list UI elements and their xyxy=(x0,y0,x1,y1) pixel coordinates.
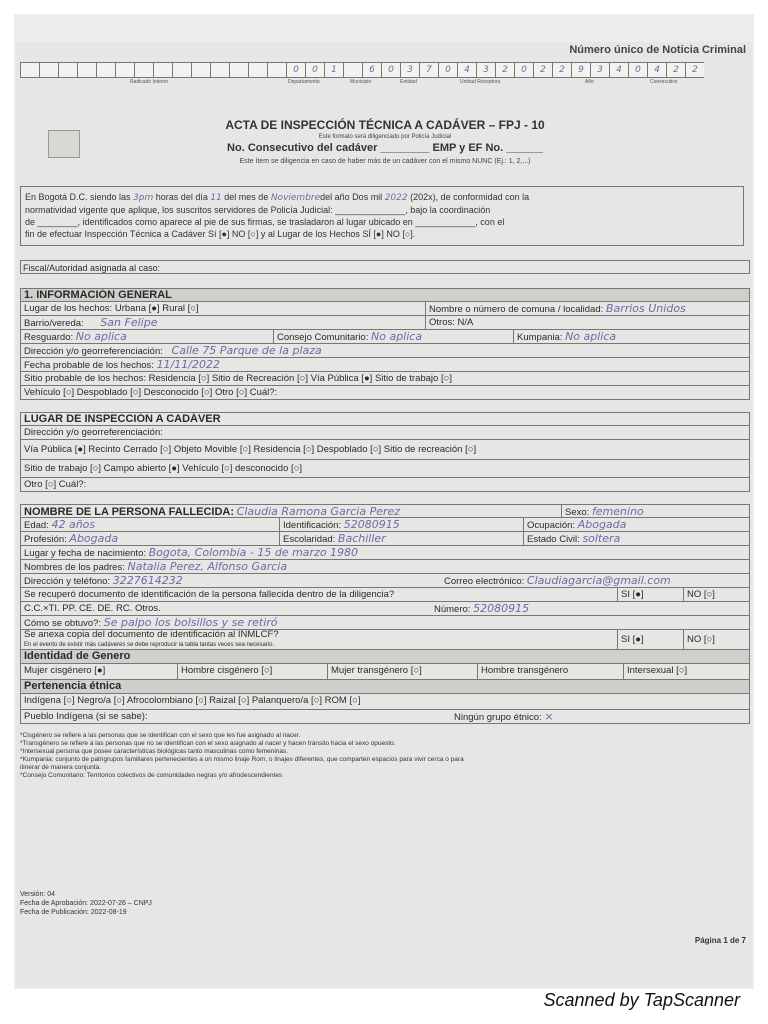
otros-field[interactable]: Otros: N/A xyxy=(429,317,474,328)
dir-tel-label: Dirección y teléfono: xyxy=(24,576,111,587)
intro-mes[interactable]: Noviembre xyxy=(270,193,321,203)
nombre-label: NOMBRE DE LA PERSONA FALLECIDA: xyxy=(24,506,235,518)
row-padres xyxy=(20,560,750,574)
intro-paragraph xyxy=(20,186,744,246)
fecha-label: Fecha probable de los hechos: xyxy=(24,360,154,371)
correo-label: Correo electrónico: xyxy=(444,576,525,587)
padres-value[interactable]: Natalia Perez, Alfonso Garcia xyxy=(127,560,288,573)
scanner-watermark: Scanned by TapScanner xyxy=(543,990,740,1010)
consejo-value[interactable]: No aplica xyxy=(371,330,423,343)
section-genero-title: Identidad de Genero xyxy=(24,650,131,662)
ident-label: Identificación: xyxy=(283,520,342,531)
edad-value[interactable]: 42 años xyxy=(51,518,96,531)
intro-text: del mes de xyxy=(221,192,271,202)
row-resguardo xyxy=(20,330,750,344)
row-direccion-telefono xyxy=(20,574,750,588)
row-lugar-via[interactable]: Vía Pública [●] Recinto Cerrado [○] Objeto Movible [○] Residencia [○] Despoblado [○] Sitio de recreación [○] xyxy=(20,440,750,460)
nuc-digit-box[interactable]: 4 xyxy=(647,62,666,78)
label-entidad: Entidad xyxy=(400,79,417,85)
nuc-boxes xyxy=(20,62,704,78)
kumpania-cell xyxy=(513,330,750,343)
nuc-digit-box[interactable] xyxy=(267,62,286,78)
correo-cell xyxy=(441,574,750,587)
intro-dia[interactable]: 11 xyxy=(210,193,222,203)
ninguno-cell xyxy=(451,710,750,723)
civil-cell xyxy=(523,532,750,545)
form-subtitle: Este formato será diligenciado por Policía Judicial xyxy=(318,134,452,140)
profesion-label: Profesión: xyxy=(24,534,67,545)
genero-opt-0[interactable]: Mujer cisgénero [●] xyxy=(24,665,106,676)
numero-label: Número: xyxy=(434,604,471,615)
barrio-label: Barrio/vereda: xyxy=(24,318,84,329)
consejo-cell xyxy=(273,330,513,343)
row-vehiculo[interactable]: Vehículo [○] Despoblado [○] Desconocido [○] Otro [○] Cuál?: xyxy=(20,386,750,400)
obtuvo-label: Cómo se obtuvo?: xyxy=(24,618,102,629)
anexa-no[interactable]: NO [○] xyxy=(683,630,750,649)
fecha-publicacion: Fecha de Publicación: 2022-08-19 xyxy=(20,909,127,916)
anexa-si[interactable]: SI [●] xyxy=(617,630,683,649)
kumpania-value[interactable]: No aplica xyxy=(565,330,617,343)
kumpania-label: Kumpania: xyxy=(517,332,563,343)
dir-tel-value[interactable]: 3227614232 xyxy=(112,574,183,587)
row-anexa xyxy=(20,630,750,650)
nuc-digit-box[interactable] xyxy=(172,62,191,78)
otros-cell xyxy=(425,316,750,329)
direccion-label: Dirección y/o georreferenciación: xyxy=(24,346,163,357)
intro-hora[interactable]: 3pm xyxy=(133,193,154,203)
escolaridad-cell xyxy=(279,532,523,545)
footnote: *Consejo Comunitario: Territorios colectivos de comunidades negras y/o afrodescendientes xyxy=(20,772,283,779)
recupero-question: Se recuperó documento de identificación de la persona fallecida dentro de la diligencia? xyxy=(24,589,395,600)
consecutivo-line: No. Consecutivo del cadáver ________ EMP y EF No. ______ xyxy=(227,142,543,154)
version: Versión: 04 xyxy=(20,891,56,898)
nuc-digit-box[interactable]: 4 xyxy=(609,62,628,78)
nuc-digit-box[interactable]: 0 xyxy=(286,62,305,78)
nuc-digit-box[interactable] xyxy=(153,62,172,78)
row-lugar-hechos xyxy=(20,302,750,316)
comuna-cell xyxy=(425,302,750,315)
pueblo-label[interactable]: Pueblo Indígena (si se sabe): xyxy=(24,711,148,722)
nuc-digit-box[interactable]: 2 xyxy=(533,62,552,78)
anexa-question: Se anexa copia del documento de identificación al INMLCF? xyxy=(24,630,279,640)
intro-line4: fin de efectuar Inspección Técnica a Cadáver Sí [●] NO [○] y al Lugar de los Hechos SÍ [●] NO [○]. xyxy=(25,229,416,239)
nuc-digit-box[interactable] xyxy=(58,62,77,78)
footnote: *Transgénero se refiere a las personas que no se identifican con el sexo asignado al nacer y hacen tránsito hacia el sexo opuesto. xyxy=(20,740,396,747)
footnote: *Cisgénero se refiere a las personas que se identifican con el sexo que les fue asignado al nacer. xyxy=(20,732,301,739)
nuc-digit-box[interactable]: 0 xyxy=(438,62,457,78)
nuc-digit-box[interactable]: 0 xyxy=(381,62,400,78)
obtuvo-value[interactable]: Se palpo los bolsillos y se retiró xyxy=(103,616,278,629)
intro-text: del año Dos mil xyxy=(320,192,385,202)
version-info xyxy=(20,890,152,917)
recupero-si[interactable]: SI [●] xyxy=(617,588,683,601)
nuc-digit-box[interactable]: 3 xyxy=(400,62,419,78)
barrio-value[interactable]: San Felipe xyxy=(100,316,158,329)
label-municipio: Municipio xyxy=(350,79,372,85)
row-direccion xyxy=(20,344,750,358)
section-general-header xyxy=(20,288,750,302)
row-pueblo xyxy=(20,710,750,724)
fecha-aprobacion: Fecha de Aprobación: 2022-07-26 – CNPJ xyxy=(20,900,152,907)
nuc-digit-box[interactable]: 2 xyxy=(666,62,685,78)
nacimiento-label: Lugar y fecha de nacimiento: xyxy=(24,548,146,559)
row-recupero xyxy=(20,588,750,602)
nuc-digit-box[interactable] xyxy=(248,62,267,78)
comuna-label: Nombre o número de comuna / localidad: xyxy=(429,304,604,315)
nuc-header xyxy=(20,42,750,86)
row-fecha xyxy=(20,358,750,372)
footnote: *Kumpania: conjunto de patrigrupos familiares pertenecientes a un mismo linaje Rom, o linajes diferentes, que comparten espacios para vivir cerca o para xyxy=(20,756,464,763)
numero-cell xyxy=(431,602,750,615)
section-general-title: 1. INFORMACIÓN GENERAL xyxy=(24,289,172,301)
row-tipos-doc xyxy=(20,602,750,616)
edad-label: Edad: xyxy=(24,520,49,531)
genero-opt-1[interactable]: Hombre cisgénero [○] xyxy=(177,664,327,679)
footnotes xyxy=(20,732,750,780)
civil-label: Estado Civil: xyxy=(527,534,580,545)
escolaridad-label: Escolaridad: xyxy=(283,534,336,545)
profesion-value[interactable]: Abogada xyxy=(69,532,119,545)
sexo-label: Sexo: xyxy=(565,507,590,518)
ocupacion-cell xyxy=(523,518,750,531)
title-block xyxy=(20,114,750,174)
section-etnia-title: Pertenencia étnica xyxy=(24,680,122,692)
civil-value[interactable]: soltera xyxy=(582,532,621,545)
intro-line2: normatividad vigente que aplique, los suscritos servidores de Policía Judicial: ______________, bajo la coordinación xyxy=(25,205,491,215)
nuc-digit-box[interactable]: 9 xyxy=(571,62,590,78)
nuc-digit-box[interactable]: 6 xyxy=(362,62,381,78)
nuc-digit-box[interactable] xyxy=(134,62,153,78)
row-barrio xyxy=(20,316,750,330)
genero-opt-4[interactable]: Intersexual [○] xyxy=(623,664,750,679)
nuc-digit-box[interactable]: 0 xyxy=(305,62,324,78)
genero-opt-2[interactable]: Mujer transgénero [○] xyxy=(327,664,477,679)
row-lugar-sitio[interactable]: Sitio de trabajo [○] Campo abierto [●] Vehículo [○] desconocido [○] xyxy=(20,460,750,478)
section-lugar-title: LUGAR DE INSPECCIÓN A CADÁVER xyxy=(24,413,221,425)
consejo-label: Consejo Comunitario: xyxy=(277,332,369,343)
section-lugar-header xyxy=(20,412,750,426)
nuc-digit-box[interactable]: 2 xyxy=(495,62,514,78)
ident-value[interactable]: 52080915 xyxy=(343,518,400,531)
nuc-digit-box[interactable] xyxy=(210,62,229,78)
nuc-digit-box[interactable]: 2 xyxy=(552,62,571,78)
direccion-value[interactable]: Calle 75 Parque de la plaza xyxy=(171,344,322,357)
fecha-value[interactable]: 11/11/2022 xyxy=(156,358,220,371)
nuc-digit-box[interactable] xyxy=(343,62,362,78)
nuc-digit-box[interactable]: 2 xyxy=(685,62,704,78)
label-radicado: Radicado Interno xyxy=(130,79,169,85)
nuc-digit-box[interactable] xyxy=(77,62,96,78)
tipos-doc[interactable]: C.C.×TI. PP. CE. DE. RC. Otros. xyxy=(24,603,161,614)
nombre-value[interactable]: Claudia Ramona Garcia Perez xyxy=(236,505,401,518)
lugar-hechos[interactable]: Lugar de los hechos: Urbana [●] Rural [○] xyxy=(24,303,199,314)
ocupacion-label: Ocupación: xyxy=(527,520,576,531)
sexo-value[interactable]: femenino xyxy=(591,505,644,518)
nuc-digit-box[interactable] xyxy=(115,62,134,78)
resguardo-label: Resguardo: xyxy=(24,332,74,343)
footnote: itinerar de manera conjunta. xyxy=(20,764,101,771)
row-genero xyxy=(20,664,750,680)
row-sitio[interactable]: Sitio probable de los hechos: Residencia [○] Sitio de Recreación [○] Vía Pública [●] Sitio de trabajo [○] xyxy=(20,372,750,386)
row-lugar-otro[interactable]: Otro [○] Cuál?: xyxy=(20,478,750,492)
scanned-page xyxy=(14,14,754,989)
label-ano: Año xyxy=(585,79,594,85)
nuc-digit-box[interactable]: 3 xyxy=(476,62,495,78)
nuc-digit-box[interactable] xyxy=(191,62,210,78)
row-nombre xyxy=(20,504,750,518)
sexo-cell xyxy=(561,505,750,517)
form-title: ACTA DE INSPECCIÓN TÉCNICA A CADÁVER – FPJ - 10 xyxy=(225,118,545,132)
intro-text: (202x), de conformidad con la xyxy=(407,192,530,202)
nacimiento-value[interactable]: Bogota, Colombia - 15 de marzo 1980 xyxy=(148,546,359,559)
ocupacion-value[interactable]: Abogada xyxy=(577,518,627,531)
label-departamento: Departamento xyxy=(288,79,320,85)
intro-line3: de ________, identificados como aparece al pie de sus firmas, se trasladaron al lugar ubicado en ____________, con el xyxy=(25,217,505,227)
page-number: Página 1 de 7 xyxy=(694,936,746,945)
intro-text: horas del día xyxy=(155,192,211,202)
ident-cell xyxy=(279,518,523,531)
label-unidad: Unidad Receptora xyxy=(460,79,501,85)
nuc-digit-box[interactable]: 1 xyxy=(324,62,343,78)
genero-opt-3[interactable]: Hombre transgénero xyxy=(477,664,623,679)
anexa-note: En el evento de existir más cadáveres se debe reproducir la tabla tantas veces sea necesario. xyxy=(24,642,275,648)
ninguno-mark[interactable]: × xyxy=(544,710,554,723)
fiscal-field[interactable]: Fiscal/Autoridad asignada al caso: xyxy=(20,260,750,274)
row-profesion xyxy=(20,532,750,546)
row-edad xyxy=(20,518,750,532)
comuna-value[interactable]: Barrios Unidos xyxy=(605,302,686,315)
correo-value[interactable]: Claudiagarcia@gmail.com xyxy=(526,574,671,587)
recupero-no[interactable]: NO [○] xyxy=(683,588,750,601)
nuc-digit-box[interactable]: 7 xyxy=(419,62,438,78)
nuc-digit-box[interactable] xyxy=(20,62,39,78)
nuc-digit-box[interactable]: 4 xyxy=(457,62,476,78)
intro-text: En Bogotá D.C. siendo las xyxy=(25,192,134,202)
row-nacimiento xyxy=(20,546,750,560)
resguardo-value[interactable]: No aplica xyxy=(75,330,127,343)
nuc-digit-box[interactable] xyxy=(229,62,248,78)
row-etnia[interactable]: Indígena [○] Negro/a [○] Afrocolombiano [○] Raizal [○] Palanquero/a [○] ROM [○] xyxy=(20,694,750,710)
ninguno-label: Ningún grupo étnico: xyxy=(454,712,542,723)
section-etnia-header xyxy=(20,680,750,694)
nuc-digit-box[interactable] xyxy=(96,62,115,78)
padres-label: Nombres de los padres: xyxy=(24,562,125,573)
nuc-title: Número único de Noticia Criminal xyxy=(569,44,746,56)
section-genero-header xyxy=(20,650,750,664)
row-lugar-direccion[interactable]: Dirección y/o georreferenciación: xyxy=(20,426,750,440)
consecutivo-note: Este ítem se diligencia en caso de haber más de un cadáver con el mismo NUNC (Ej.: 1, 2,...) xyxy=(239,158,531,165)
nuc-digit-box[interactable] xyxy=(39,62,58,78)
footnote: *Intersexual persona que posee características biológicas tanto masculinas como femeninas. xyxy=(20,748,289,755)
nuc-digit-box[interactable]: 3 xyxy=(590,62,609,78)
nuc-digit-box[interactable]: 0 xyxy=(514,62,533,78)
nuc-digit-box[interactable]: 0 xyxy=(628,62,647,78)
label-consecutivo: Consecutivo xyxy=(650,79,678,85)
numero-value[interactable]: 52080915 xyxy=(473,602,530,615)
row-obtuvo xyxy=(20,616,750,630)
escolaridad-value[interactable]: Bachiller xyxy=(337,532,386,545)
intro-ano[interactable]: 2022 xyxy=(384,193,408,203)
